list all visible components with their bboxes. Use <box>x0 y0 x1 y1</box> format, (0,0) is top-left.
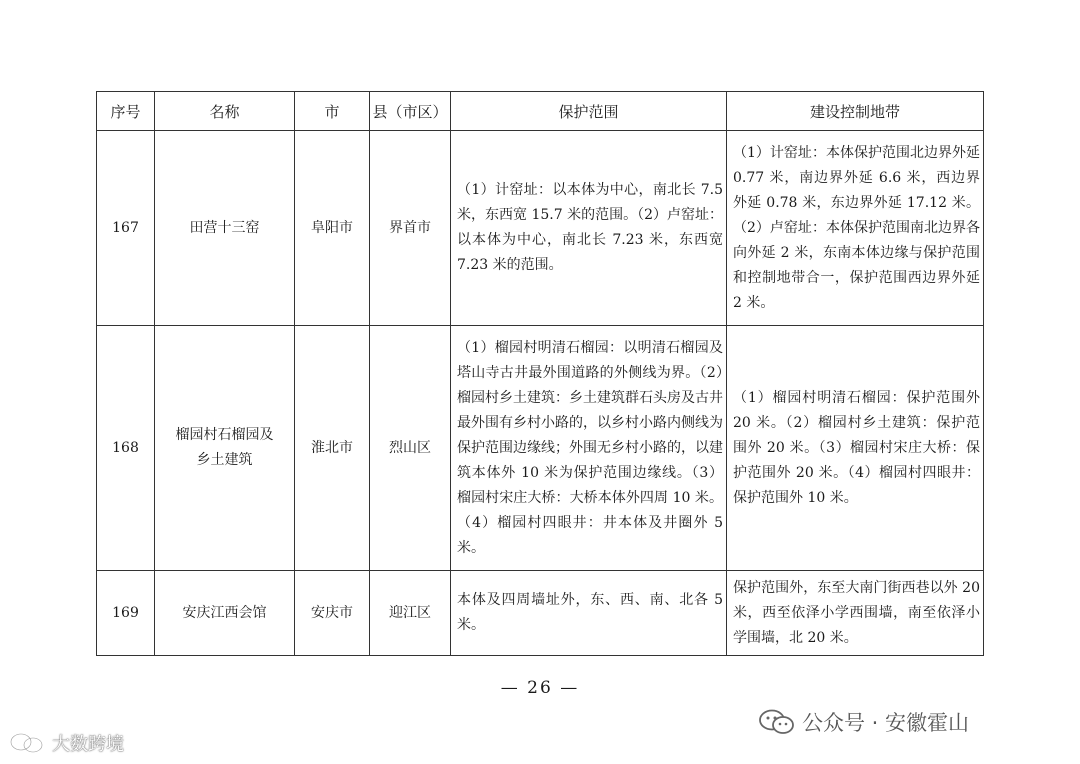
cell-no: 168 <box>97 326 155 571</box>
heritage-table <box>96 91 984 656</box>
table-header-row <box>97 92 984 131</box>
watermark-source <box>8 730 124 756</box>
table-row <box>97 326 984 571</box>
cell-city: 淮北市 <box>295 326 370 571</box>
page-number: — 26 — <box>500 678 580 698</box>
watermark-right-text: 公众号 · 安徽霍山 <box>802 711 970 735</box>
cell-control: （1）榴园村明清石榴园：保护范围外 20 米。（2）榴园村乡土建筑：保护范围外 20 米。（3）榴园村宋庄大桥：保护范围外 20 米。（4）榴园村四眼井：保护范围外 10 米。 <box>727 326 984 571</box>
cell-county: 界首市 <box>370 131 451 326</box>
cell-county: 烈山区 <box>370 326 451 571</box>
cell-city: 阜阳市 <box>295 131 370 326</box>
wechat-icon <box>758 709 796 735</box>
table-row <box>97 571 984 656</box>
header-city: 市 <box>295 92 370 131</box>
cell-city: 安庆市 <box>295 571 370 656</box>
watermark-official-account <box>758 706 969 738</box>
cell-control: 保护范围外，东至大南门街西巷以外 20 米，西至依泽小学西围墙，南至依泽小学围墙，北 20 米。 <box>727 571 984 656</box>
cell-control: （1）计窑址：本体保护范围北边界外延 0.77 米，南边界外延 6.6 米，西边界外延 0.78 米，东边界外延 17.12 米。（2）卢窑址：本体保护范围南北边界各向外延 2 米，东南本体边缘与保护范围和控制地带合一，保护范围西边界外延 2 米。 <box>727 131 984 326</box>
cell-no: 169 <box>97 571 155 656</box>
cell-county: 迎江区 <box>370 571 451 656</box>
cell-protection: 本体及四周墙址外，东、西、南、北各 5 米。 <box>451 571 727 656</box>
header-name: 名称 <box>155 92 295 131</box>
cell-protection: （1）榴园村明清石榴园：以明清石榴园及塔山寺古井最外围道路的外侧线为界。（2）榴园村乡土建筑：乡土建筑群石头房及古井最外围有乡村小路的，以乡村小路内侧线为保护范围边缘线；外围无乡村小路的，以建筑本体外 10 米为保护范围边缘线。（3）榴园村宋庄大桥：大桥本体外四周 10 米。（4）榴园村四眼井：井本体及井圈外 5 米。 <box>451 326 727 571</box>
cell-no: 167 <box>97 131 155 326</box>
cell-protection: （1）计窑址：以本体为中心，南北长 7.5 米，东西宽 15.7 米的范围。（2）卢窑址：以本体为中心，南北长 7.23 米，东西宽 7.23 米的范围。 <box>451 131 727 326</box>
header-county: 县（市区） <box>370 92 451 131</box>
wechat-icon <box>8 732 48 754</box>
cell-name: 安庆江西会馆 <box>155 571 295 656</box>
header-protection: 保护范围 <box>451 92 727 131</box>
header-no: 序号 <box>97 92 155 131</box>
cell-name: 榴园村石榴园及乡土建筑 <box>155 326 295 571</box>
cell-name: 田营十三窑 <box>155 131 295 326</box>
table-row <box>97 131 984 326</box>
watermark-left-text: 大数跨境 <box>52 734 124 755</box>
header-control: 建设控制地带 <box>727 92 984 131</box>
